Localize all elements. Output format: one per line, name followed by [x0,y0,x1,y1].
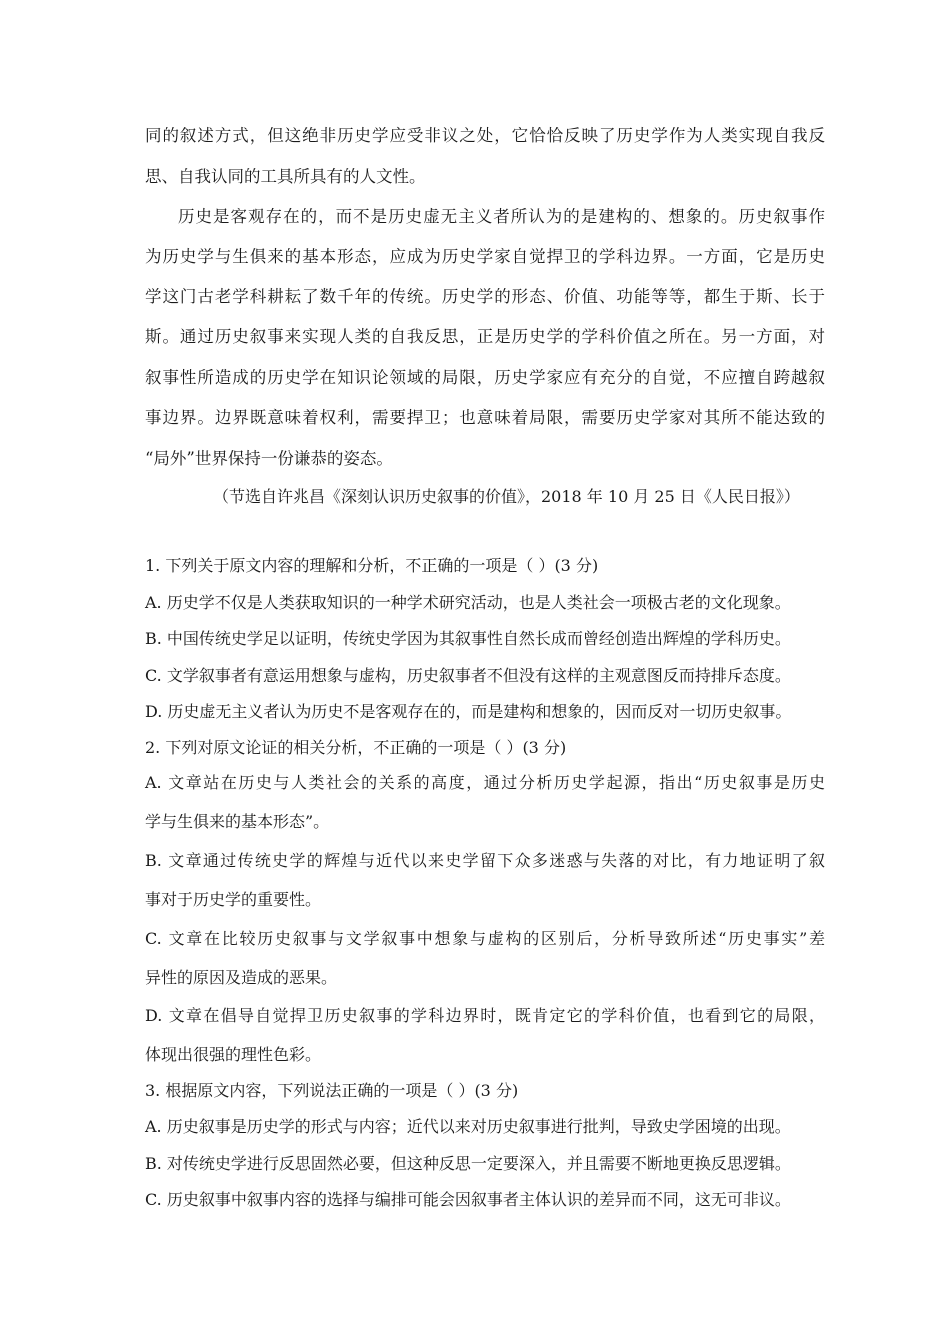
question-3-option-b: B. 对传统史学进行反思固然必要，但这种反思一定要深入，并且需要不断地更换反思逻辑。 [145,1154,791,1173]
question-3-stem: 3. 根据原文内容，下列说法正确的一项是（ ）(3 分) [145,1081,519,1100]
question-2-option-a-cont: 学与生俱来的基本形态”。 [145,812,330,831]
passage-line: 同的叙述方式，但这绝非历史学应受非议之处，它恰恰反映了历史学作为人类实现自我反 [145,126,825,145]
question-2-option-d-cont: 体现出很强的理性色彩。 [145,1045,322,1064]
passage-line: 历史是客观存在的，而不是历史虚无主义者所认为的是建构的、想象的。历史叙事作 [178,207,825,226]
source-citation: （节选自许兆昌《深刻认识历史叙事的价值》，2018 年 10 月 25 日《人民日报》） [213,487,800,506]
question-2-option-d: D. 文章在倡导自觉捍卫历史叙事的学科边界时，既肯定它的学科价值，也看到它的局限， [145,1006,825,1025]
question-2-option-c: C. 文章在比较历史叙事与文学叙事中想象与虚构的区别后，分析导致所述“历史事实”差 [145,929,825,948]
question-3-option-c: C. 历史叙事中叙事内容的选择与编排可能会因叙事者主体认识的差异而不同，这无可非议。 [145,1190,791,1209]
passage-line: 叙事性所造成的历史学在知识论领域的局限，历史学家应有充分的自觉，不应擅自跨越叙 [145,368,825,387]
question-2-option-b: B. 文章通过传统史学的辉煌与近代以来史学留下众多迷惑与失落的对比，有力地证明了叙 [145,851,825,870]
question-2-option-a: A. 文章站在历史与人类社会的关系的高度，通过分析历史学起源，指出“历史叙事是历史 [145,773,825,792]
passage-line: “局外”世界保持一份谦恭的姿态。 [145,449,393,468]
question-3-option-a: A. 历史叙事是历史学的形式与内容；近代以来对历史叙事进行批判，导致史学困境的出现。 [145,1117,791,1136]
passage-line: 事边界。边界既意味着权利，需要捍卫；也意味着局限，需要历史学家对其所不能达致的 [145,408,825,427]
passage-line: 斯。通过历史叙事来实现人类的自我反思，正是历史学的学科价值之所在。另一方面，对 [145,327,825,346]
question-1-option-d: D. 历史虚无主义者认为历史不是客观存在的，而是建构和想象的，因而反对一切历史叙事。 [145,702,792,721]
passage-line: 学这门古老学科耕耘了数千年的传统。历史学的形态、价值、功能等等，都生于斯、长于 [145,287,825,306]
question-1-option-c: C. 文学叙事者有意运用想象与虚构，历史叙事者不但没有这样的主观意图反而持排斥态度。 [145,666,791,685]
question-1-option-b: B. 中国传统史学足以证明，传统史学因为其叙事性自然长成而曾经创造出辉煌的学科历史。 [145,629,791,648]
question-2-option-c-cont: 异性的原因及造成的恶果。 [145,968,338,987]
question-2-stem: 2. 下列对原文论证的相关分析，不正确的一项是（ ）(3 分) [145,738,567,757]
passage-line: 思、自我认同的工具所具有的人文性。 [145,167,426,186]
question-1-option-a: A. 历史学不仅是人类获取知识的一种学术研究活动，也是人类社会一项极古老的文化现象。 [145,593,791,612]
question-1-stem: 1. 下列关于原文内容的理解和分析，不正确的一项是（ ）(3 分) [145,556,599,575]
question-2-option-b-cont: 事对于历史学的重要性。 [145,890,322,909]
passage-line: 为历史学与生俱来的基本形态，应成为历史学家自觉捍卫的学科边界。一方面，它是历史 [145,247,825,266]
